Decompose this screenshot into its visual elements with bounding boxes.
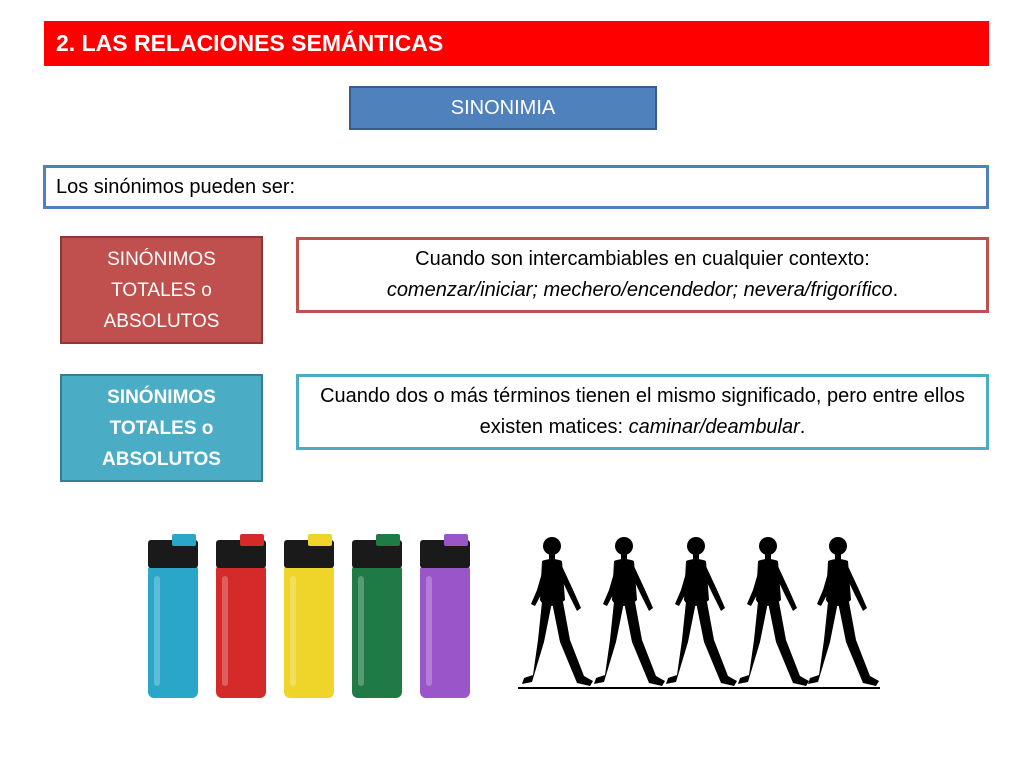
intro-box	[43, 165, 989, 209]
lighter-icon	[216, 534, 266, 698]
slide-title-text: 2. LAS RELACIONES SEMÁNTICAS	[56, 30, 444, 56]
label-text: SINÓNIMOS TOTALES o ABSOLUTOS	[102, 386, 221, 470]
definition-examples: comenzar/iniciar; mechero/encendedor; nevera/frigorífico	[386, 279, 893, 301]
lighter-icon	[420, 534, 470, 698]
subtitle-text: SINONIMIA	[450, 96, 556, 119]
definition-text: Cuando dos o más términos tienen el mismo significado, pero entre ellos existen matices: caminar/deambular.	[320, 385, 965, 438]
intro-text: Los sinónimos pueden ser:	[56, 175, 296, 198]
lighter-icon	[284, 534, 334, 698]
lighters-icon	[140, 528, 480, 703]
slide-title	[44, 21, 989, 66]
lighter-icon	[352, 534, 402, 698]
label-text: SINÓNIMOS TOTALES o ABSOLUTOS	[103, 248, 220, 332]
subtitle-box	[349, 86, 657, 130]
definition-box-2	[296, 374, 989, 450]
walking-silhouettes-icon	[510, 530, 885, 695]
label-partial-synonyms-box	[60, 374, 263, 482]
definition-examples: caminar/deambular	[628, 416, 800, 438]
lighter-icon	[148, 534, 198, 698]
definition-box-1	[296, 237, 989, 313]
definition-text: Cuando son intercambiables en cualquier contexto: comenzar/iniciar; mechero/encendedor; nevera/frigorífico.	[386, 248, 899, 301]
label-total-synonyms-box	[60, 236, 263, 344]
